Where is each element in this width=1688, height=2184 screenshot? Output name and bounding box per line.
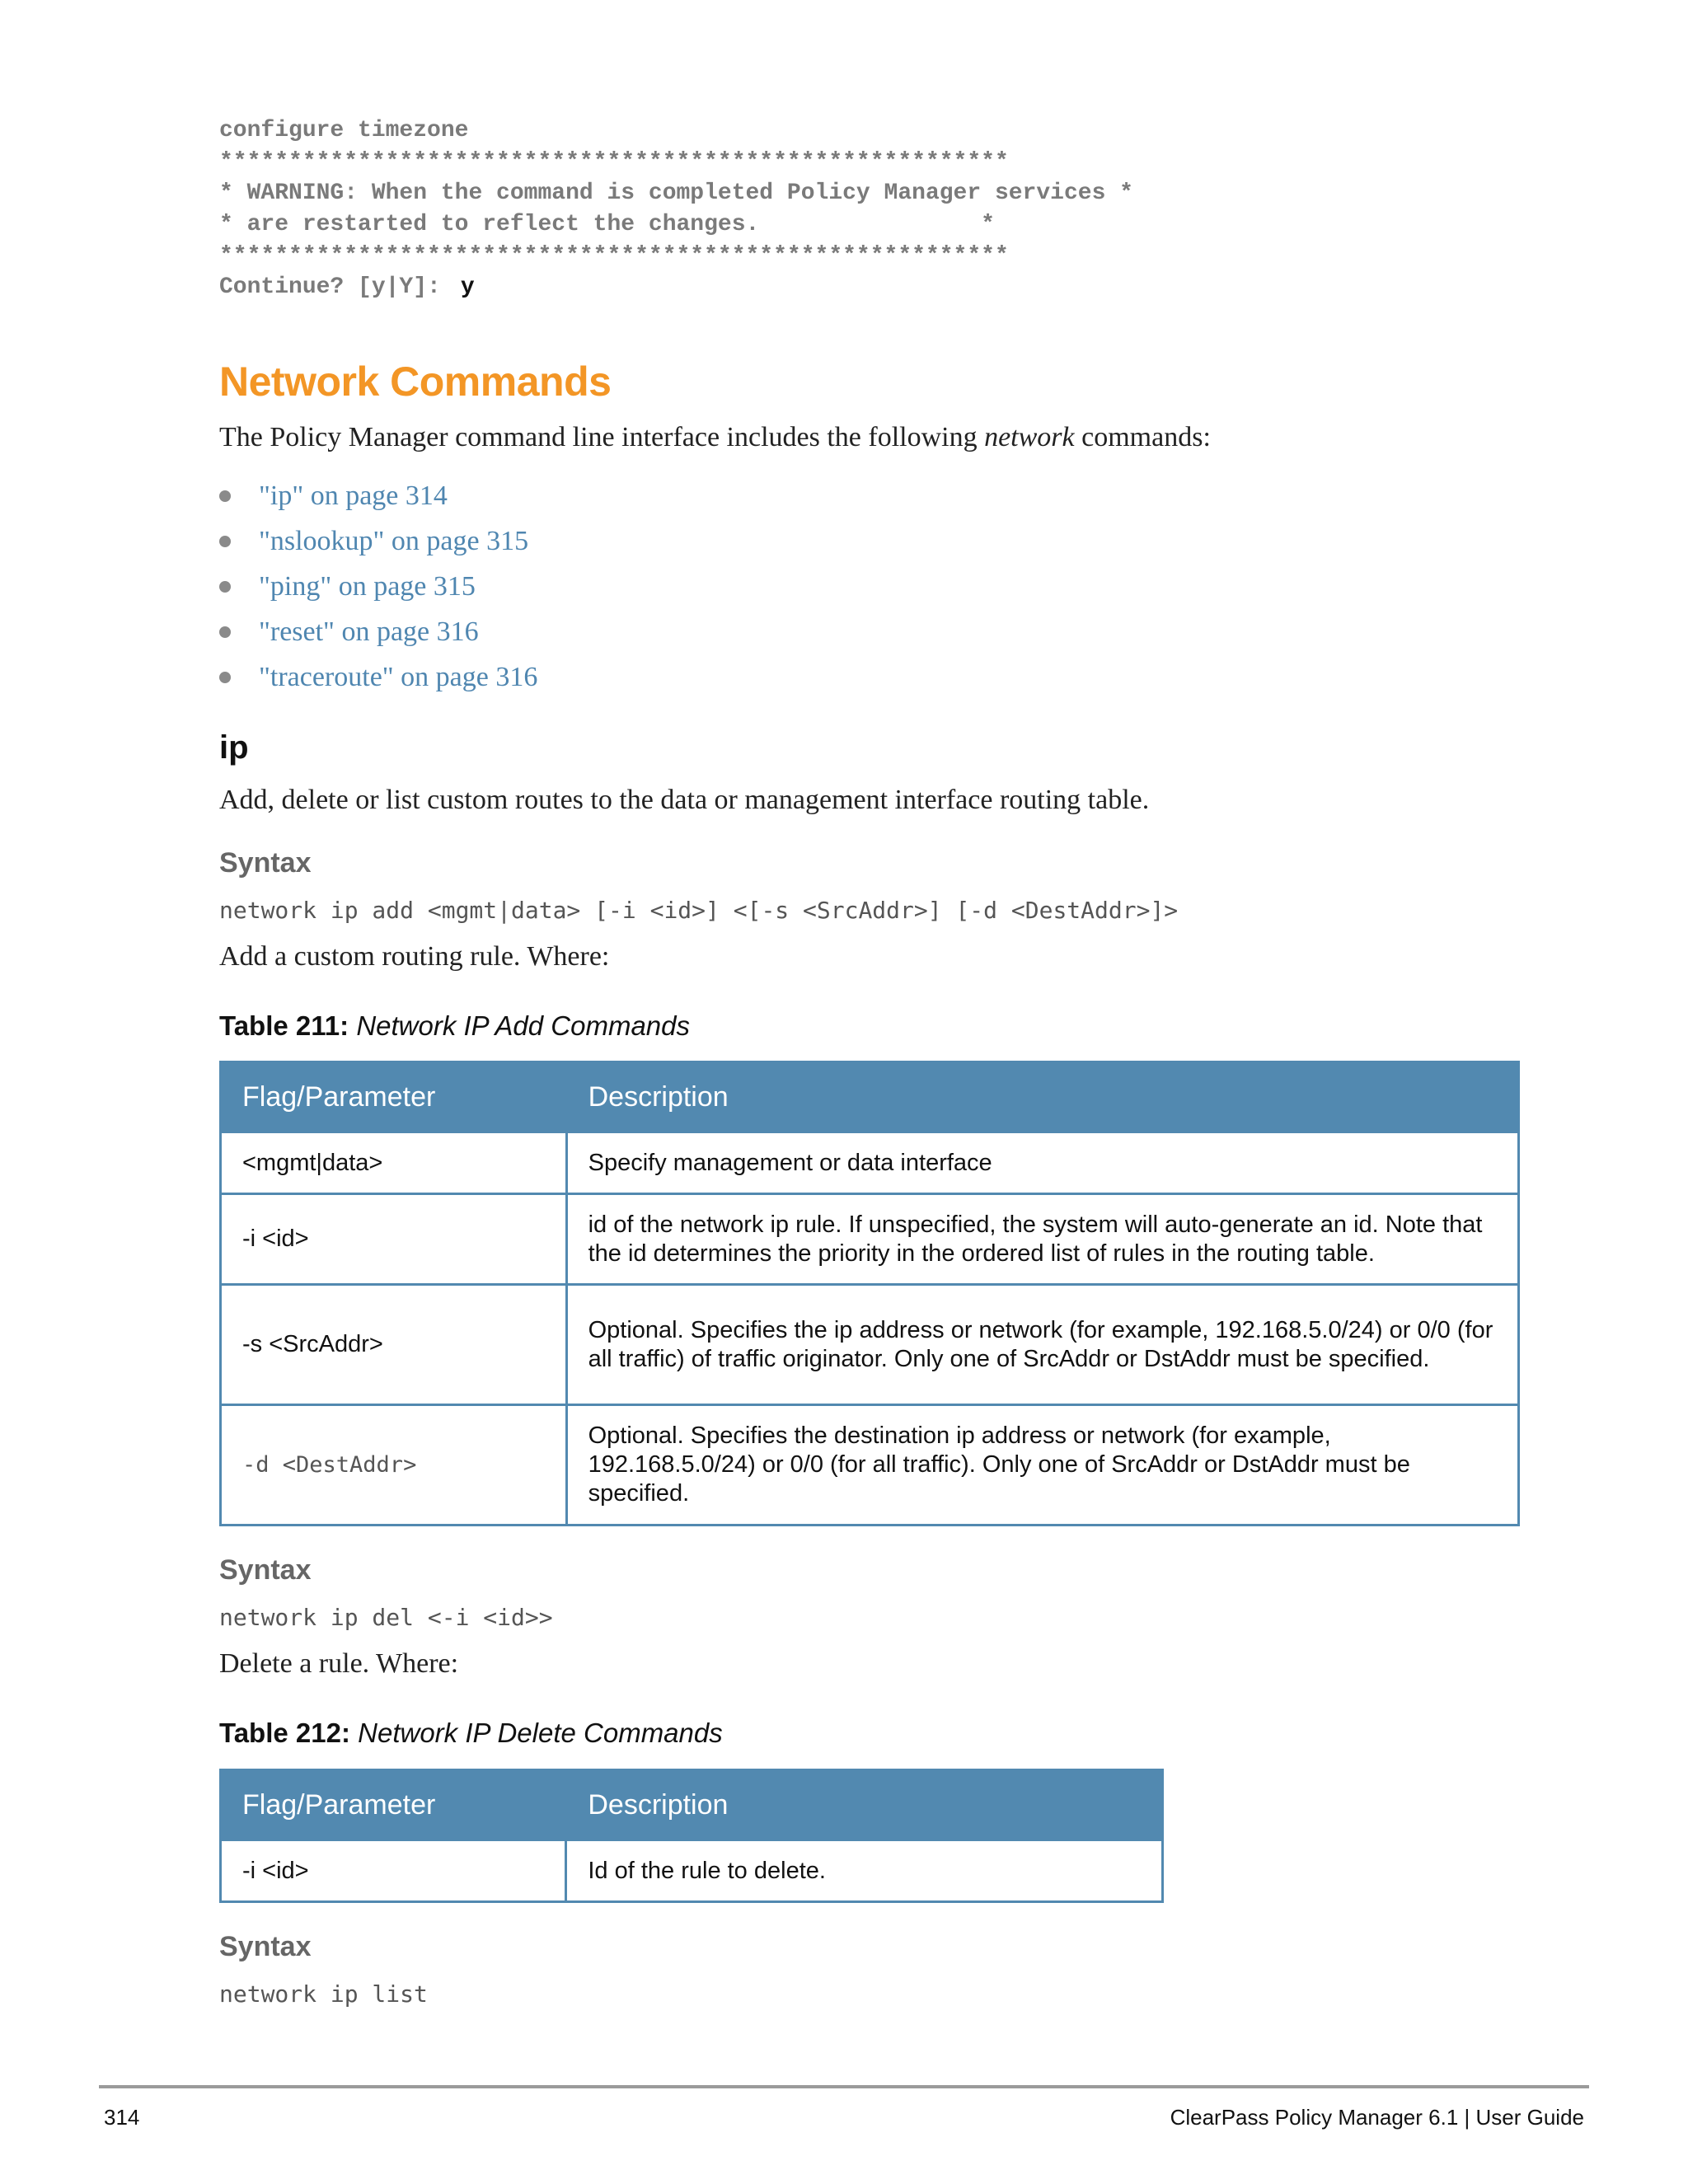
param-cell: -s <SrcAddr>: [221, 1285, 567, 1405]
description-cell: Optional. Specifies the destination ip address or network (for example, 192.168.5.0/24) or 0/0 (for all traffic). Only one of SrcAddr or DstAddr must be specified.: [566, 1405, 1518, 1526]
table-header-row: [221, 1770, 1163, 1840]
column-header: Flag/Parameter: [221, 1770, 566, 1840]
table-row: [221, 1285, 1519, 1405]
list-item: [219, 564, 537, 609]
del-syntax: network ip del <-i <id>>: [219, 1604, 553, 1631]
table-212-caption: [219, 1718, 723, 1749]
list-item: [219, 473, 537, 518]
network-ip-delete-table: [219, 1769, 1164, 1903]
param-cell: -i <id>: [221, 1194, 567, 1285]
code-line: * WARNING: When the command is completed Policy Manager services *: [219, 180, 1133, 206]
description-cell: Id of the rule to delete.: [566, 1840, 1163, 1902]
code-line: configure timezone: [219, 118, 469, 143]
ip-heading: ip: [219, 729, 249, 766]
caption-title: Network IP Add Commands: [356, 1010, 691, 1041]
warning-code-block: [219, 115, 1133, 303]
table-row: [221, 1194, 1519, 1285]
column-header: Flag/Parameter: [221, 1062, 567, 1132]
syntax-heading-add: Syntax: [219, 847, 312, 879]
del-text: Delete a rule. Where:: [219, 1648, 459, 1679]
guide-title: ClearPass Policy Manager 6.1 | User Guide: [1170, 2105, 1584, 2130]
link-ip[interactable]: "ip" on page 314: [259, 480, 448, 511]
intro-text-end: commands:: [1074, 422, 1211, 452]
link-reset[interactable]: "reset" on page 316: [259, 616, 479, 647]
description-cell: Specify management or data interface: [566, 1132, 1518, 1194]
code-answer: y: [460, 274, 475, 300]
bullet-icon: [219, 536, 231, 547]
link-nslookup[interactable]: "nslookup" on page 315: [259, 525, 529, 556]
code-line: *********************************************************: [219, 149, 1009, 175]
intro-text: The Policy Manager command line interface includes the following: [219, 422, 985, 452]
link-ping[interactable]: "ping" on page 315: [259, 570, 476, 602]
param-cell: <mgmt|data>: [221, 1132, 567, 1194]
caption-label: Table 211:: [219, 1010, 349, 1041]
column-header: Description: [566, 1062, 1518, 1132]
caption-label: Table 212:: [219, 1718, 350, 1748]
add-syntax: network ip add <mgmt|data> [-i <id>] <[-s <SrcAddr>] [-d <DestAddr>]>: [219, 897, 1179, 924]
column-header: Description: [566, 1770, 1163, 1840]
list-item: [219, 518, 537, 564]
code-line: * are restarted to reflect the changes. *: [219, 212, 995, 237]
ip-description: Add, delete or list custom routes to the data or management interface routing table.: [219, 785, 1150, 815]
list-item: [219, 609, 537, 654]
description-cell: id of the network ip rule. If unspecified, the system will auto-generate an id. Note that the id determines the priority in the ordered list of rules in the routing table.: [566, 1194, 1518, 1285]
section-intro: [219, 422, 1211, 453]
list-syntax: network ip list: [219, 1980, 428, 2008]
footer-divider: [99, 2085, 1589, 2088]
param-cell: -d <DestAddr>: [221, 1405, 567, 1526]
code-prompt: Continue? [y|Y]:: [219, 274, 441, 300]
intro-emphasis: network: [984, 422, 1075, 452]
param-cell: -i <id>: [221, 1840, 566, 1902]
bullet-icon: [219, 626, 231, 638]
caption-title: Network IP Delete Commands: [358, 1718, 723, 1748]
section-title: Network Commands: [219, 359, 612, 405]
table-row: [221, 1132, 1519, 1194]
list-item: [219, 654, 537, 700]
page-number: 314: [104, 2105, 140, 2130]
syntax-heading-list: Syntax: [219, 1931, 312, 1962]
link-traceroute[interactable]: "traceroute" on page 316: [259, 661, 538, 692]
bullet-icon: [219, 672, 231, 683]
table-row: [221, 1405, 1519, 1526]
table-211-caption: [219, 1010, 690, 1042]
syntax-heading-del: Syntax: [219, 1554, 312, 1586]
code-line: *********************************************************: [219, 243, 1009, 269]
network-command-links: [219, 473, 537, 700]
table-header-row: [221, 1062, 1519, 1132]
bullet-icon: [219, 490, 231, 502]
network-ip-add-table: [219, 1061, 1520, 1526]
bullet-icon: [219, 581, 231, 593]
add-text: Add a custom routing rule. Where:: [219, 941, 610, 972]
table-row: [221, 1840, 1163, 1902]
description-cell: Optional. Specifies the ip address or network (for example, 192.168.5.0/24) or 0/0 (for all traffic) of traffic originator. Only one of SrcAddr or DstAddr must be specified.: [566, 1285, 1518, 1405]
